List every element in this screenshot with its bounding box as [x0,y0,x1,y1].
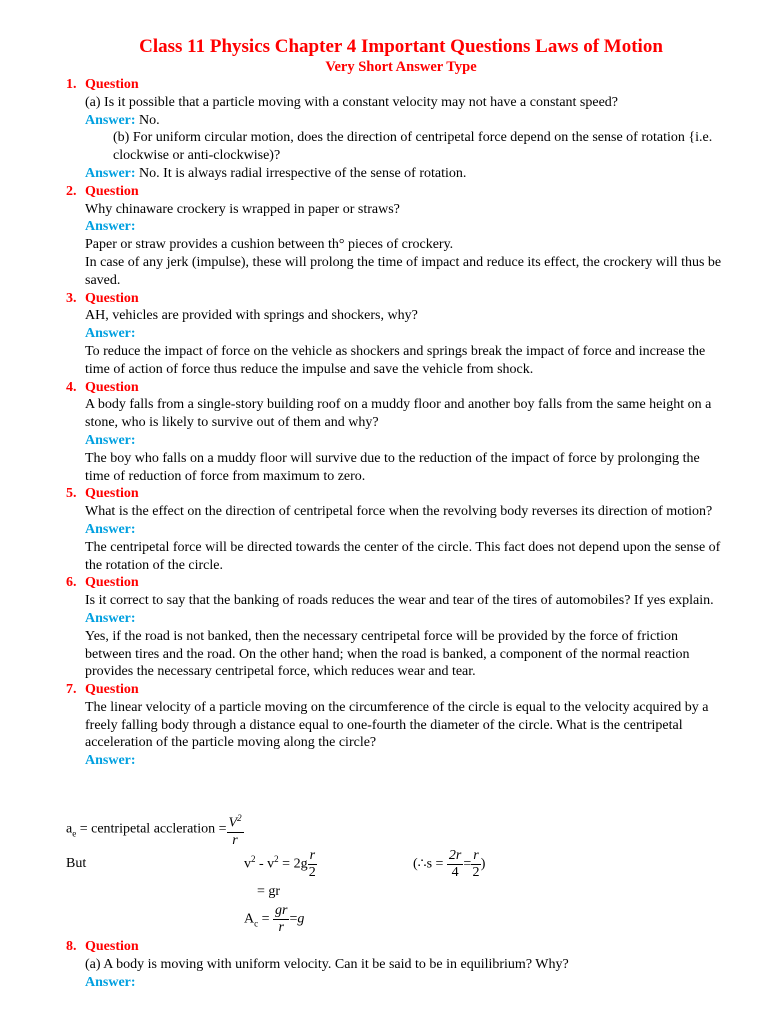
formula-fraction [308,848,317,881]
question-number: 3. [66,290,77,306]
question-number: 8. [66,939,77,954]
answer-label: Answer: [85,521,136,537]
formula-symbol: a [66,821,73,837]
fraction-denominator: r [232,832,238,848]
formula-subscript: c [254,918,259,929]
formula-subscript: e [72,828,77,839]
question-number: 7. [66,682,77,698]
question-item [66,681,726,770]
answer-text: No. [135,112,160,128]
question-text: The linear velocity of a particle moving on the circumference of the circle is equal to the velocity acquired by a freely falling body through a distance equal to one-fourth the diameter of the circle. What is the centripetal acceleration of the particle moving along the circle? [85,699,709,751]
question-number: 6. [66,575,77,591]
question-text: Why chinaware crockery is wrapped in paper or straws? [85,201,400,217]
fraction-denominator: 2 [308,865,316,880]
fraction-denominator: 2 [472,865,480,880]
question-item [66,938,726,991]
question-item [66,290,726,379]
page-title: Class 11 Physics Chapter 4 Important Questions Laws of Motion [139,36,663,57]
answer-text: In case of any jerk (impulse), these will prolong the time of impact and reduce its effect, the crockery will thus be saved. [85,254,722,288]
formula-text: v [244,856,251,872]
question-heading: Question [85,183,139,199]
question-heading: Question [85,486,139,502]
question-heading: Question [85,575,139,591]
formula-text: = [463,856,472,872]
question-number: 2. [66,183,77,199]
formula-text: - v [255,856,275,872]
formula-text: = 2g [278,856,308,872]
fraction-numerator: r [309,848,316,863]
question-heading: Question [85,682,139,698]
question-item [66,379,726,486]
formula-velocity [244,848,317,881]
formula-text: (∴s = [413,856,447,872]
question-list [66,76,726,770]
formula-fraction [273,903,289,936]
formula-but-label: But [66,856,87,871]
answer-text: The centripetal force will be directed towards the center of the circle. This fact does not depend upon the sense of the rotation of the circle. [85,539,721,573]
formula-distance-note [413,848,485,881]
formula-gr: = gr [257,884,281,899]
question-item [66,485,726,574]
formula-acceleration [244,903,304,936]
question-item [66,76,726,183]
answer-text: Paper or straw provides a cushion between th° pieces of crockery. [85,237,454,253]
question-text: A body falls from a single-story building roof on a muddy floor and another boy falls from the same height on a stone, who is likely to survive out of them and why? [85,397,712,431]
formula-text: = centripetal accleration = [76,821,227,837]
formula-symbol: g [297,911,305,927]
formula-fraction [227,810,244,849]
answer-label: Answer: [85,165,136,181]
answer-label: Answer: [85,326,136,342]
question-heading: Question [85,379,139,395]
fraction-numerator: gr [275,903,288,918]
page-subtitle: Very Short Answer Type [325,59,477,75]
question-text: (b) For uniform circular motion, does the direction of centripetal force depend on the sense of rotation {i.e. clockwise or anti-clockwise)? [113,130,713,164]
question-heading: Question [85,77,139,92]
formula-symbol: A [244,911,255,927]
question-text: AH, vehicles are provided with springs and shockers, why? [85,308,418,324]
answer-label: Answer: [85,974,136,990]
fraction-numerator: 2r [448,848,462,863]
formula-superscript: 2 [274,854,279,865]
answer-line [85,112,726,130]
question-item [66,183,726,290]
formula-superscript: 2 [237,813,242,823]
formula-text: = [258,911,274,927]
answer-label: Answer: [85,610,136,626]
fraction-denominator: 4 [451,865,459,880]
answer-label: Answer: [85,753,136,769]
question-number: 5. [66,486,77,502]
formula-text: = [289,911,298,927]
question-text: (a) Is it possible that a particle moving with a constant velocity may not have a constant speed? [85,94,619,110]
answer-text: No. It is always radial irrespective of the sense of rotation. [135,165,467,181]
question-text: What is the effect on the direction of centripetal force when the revolving body reverses its direction of motion? [85,504,713,520]
question-heading: Question [85,290,139,306]
answer-label: Answer: [85,432,136,448]
fraction-denominator: r [278,920,284,935]
fraction-numerator: r [473,848,479,863]
answer-text: Yes, if the road is not banked, then the necessary centripetal force will be provided by the force of friction between tires and the road. On the other hand; when the road is banked, a component of the normal reaction provides the necessary centripetal force, which reduces wear and tear. [85,628,690,680]
formula-fraction [447,848,463,881]
formula-text: ) [480,856,486,872]
answer-line [85,165,726,183]
formula-superscript: 2 [251,854,256,865]
answer-text: To reduce the impact of force on the vehicle as shockers and springs break the impact of force and increase the time of action of force thus reduce the impulse and save the vehicle from shock. [85,343,706,377]
answer-label: Answer: [85,219,136,235]
question-number: 4. [66,379,77,395]
question-item [66,574,726,681]
answer-text: The boy who falls on a muddy floor will survive due to the reduction of the impact of force by prolonging the time of reduction of force from maximum to zero. [85,450,700,484]
formula-centripetal [66,810,244,849]
question-text: Is it correct to say that the banking of roads reduces the wear and tear of the tires of automobiles? If yes explain. [85,593,714,609]
fraction-numerator: V [228,815,238,831]
question-text: (a) A body is moving with uniform velocity. Can it be said to be in equilibrium? Why? [85,956,569,972]
question-list-continued [66,938,726,991]
answer-label: Answer: [85,112,136,128]
question-number: 1. [66,77,77,92]
question-heading: Question [85,939,139,954]
formula-fraction [471,848,480,881]
